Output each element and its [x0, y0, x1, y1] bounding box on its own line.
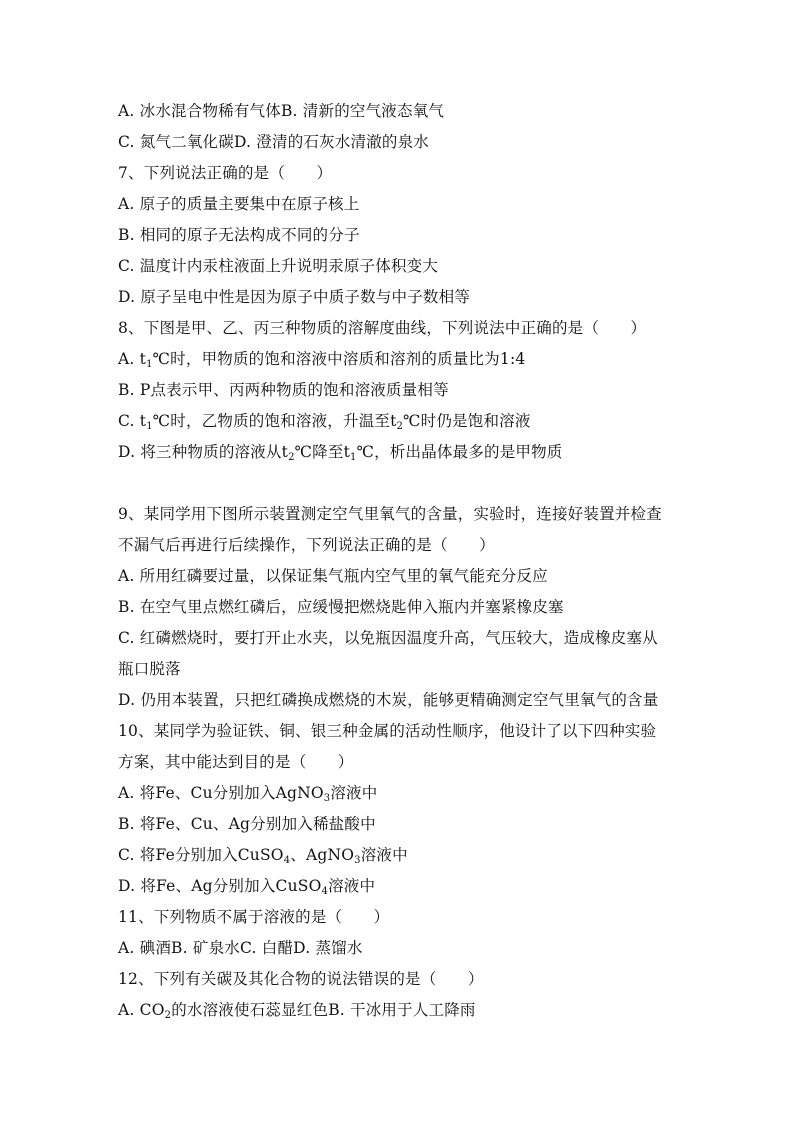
- text-line: A. 原子的质量主要集中在原子核上: [118, 195, 360, 213]
- text-line: 方案，其中能达到目的是（ ）: [118, 753, 354, 771]
- text-line: 不漏气后再进行后续操作，下列说法正确的是（ ）: [118, 536, 495, 554]
- text-line: B. 将Fe、Cu、Ag分别加入稀盐酸中: [118, 815, 376, 833]
- text-line: A. 冰水混合物稀有气体B. 清新的空气液态氧气: [118, 102, 445, 120]
- text-line: A. 所用红磷要过量，以保证集气瓶内空气里的氧气能充分反应: [118, 567, 548, 585]
- question-10-title: 10、某同学为验证铁、铜、银三种金属的活动性顺序，他设计了以下四种实验: [118, 722, 657, 740]
- question-8-title: 8、下图是甲、乙、丙三种物质的溶解度曲线，下列说法中正确的是（ ）: [118, 319, 647, 337]
- text-line: C. 温度计内汞柱液面上升说明汞原子体积变大: [118, 257, 439, 275]
- text-line: C. 氮气二氧化碳D. 澄清的石灰水清澈的泉水: [118, 133, 429, 151]
- text-line: D. 原子呈电中性是因为原子中质子数与中子数相等: [118, 288, 471, 306]
- text-line: A. $t_1℃$时，甲物质的饱和溶液中溶质和溶剂的质量比为1:4: [118, 350, 526, 370]
- text-line: A. 碘酒B. 矿泉水C. 白醋D. 蒸馏水: [118, 939, 363, 957]
- text-line: C. 红磷燃烧时，要打开止水夹，以免瓶因温度升高，气压较大，造成橡皮塞从: [118, 629, 658, 647]
- text-line: B. P点表示甲、丙两种物质的饱和溶液质量相等: [118, 381, 449, 399]
- text-line: C. 将Fe分别加入CuSO$_4$、AgNO$_3$溶液中: [118, 846, 408, 866]
- question-9-title: 9、某同学用下图所示装置测定空气里氧气的含量，实验时，连接好装置并检查: [118, 505, 662, 523]
- text-line: A. 将Fe、Cu分别加入AgNO$_3$溶液中: [118, 784, 378, 804]
- text-line: D. 仍用本装置，只把红磷换成燃烧的木炭，能够更精确测定空气里氧气的含量: [118, 691, 659, 709]
- question-7-title: 7、下列说法正确的是（ ）: [118, 164, 333, 182]
- text-line: D. 将Fe、Ag分别加入CuSO$_4$溶液中: [118, 877, 376, 897]
- question-11-title: 11、下列物质不属于溶液的是（ ）: [118, 908, 390, 926]
- text-line: B. 在空气里点燃红磷后，应缓慢把燃烧匙伸入瓶内并塞紧橡皮塞: [118, 598, 564, 616]
- text-line: 瓶口脱落: [118, 660, 181, 678]
- text-line: C. $t_1℃$时，乙物质的饱和溶液，升温至$t_2℃$时仍是饱和溶液: [118, 412, 531, 432]
- text-line: B. 相同的原子无法构成不同的分子: [118, 226, 360, 244]
- text-line: D. 将三种物质的溶液从$t_2℃$降至$t_1℃$，析出晶体最多的是甲物质: [118, 443, 563, 463]
- text-line: A. $CO_2$的水溶液使石蕊显红色B. 干冰用于人工降雨: [118, 1001, 476, 1021]
- question-12-title: 12、下列有关碳及其化合物的说法错误的是（ ）: [118, 970, 484, 988]
